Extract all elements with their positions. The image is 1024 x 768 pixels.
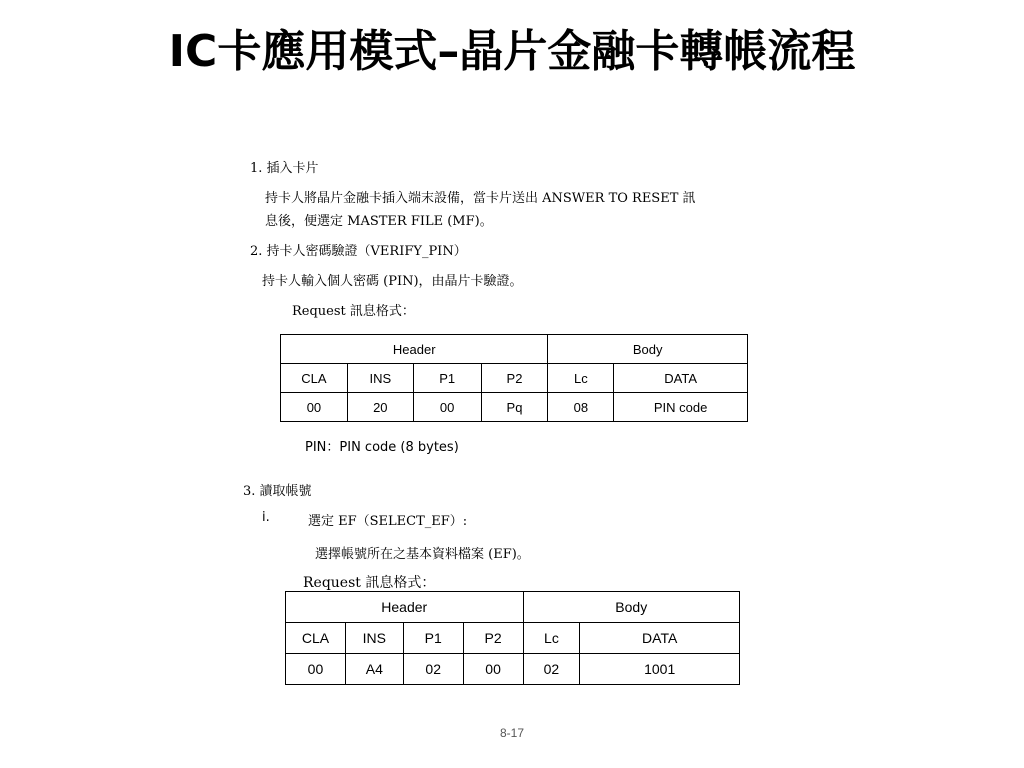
value-lc: 08 [548, 393, 614, 422]
column-header-p1: P1 [413, 364, 481, 393]
column-header-ins: INS [347, 364, 413, 393]
value-p2: Pq [481, 393, 548, 422]
section-3-text-line-1: 選擇帳號所在之基本資料檔案 (EF)。 [315, 547, 530, 562]
section-3-heading: 3. 讀取帳號 [243, 484, 312, 499]
value-cla: 00 [286, 654, 346, 685]
section-2-request-label: Request 訊息格式： [292, 304, 415, 319]
table-row [281, 335, 748, 364]
page-number: 8-17 [499, 726, 525, 740]
table-row [286, 654, 740, 685]
select-ef-request-table [285, 591, 740, 685]
section-1-text-line-1: 持卡人將晶片金融卡插入端末設備，當卡片送出 ANSWER TO RESET 訊 [265, 191, 696, 206]
value-cla: 00 [281, 393, 348, 422]
section-3-sub-marker: i. [262, 510, 270, 525]
body-group-cell: Body [548, 335, 748, 364]
section-2-text-line-1: 持卡人輸入個人密碼 (PIN)，由晶片卡驗證。 [262, 274, 523, 289]
header-group-cell: Header [281, 335, 548, 364]
body-group-cell: Body [523, 592, 740, 623]
value-p1: 02 [403, 654, 463, 685]
section-1-text-line-2: 息後，便選定 MASTER FILE (MF)。 [265, 214, 493, 229]
verify-pin-request-table [280, 334, 748, 422]
column-header-p2: P2 [463, 623, 523, 654]
column-header-p2: P2 [481, 364, 548, 393]
column-header-cla: CLA [286, 623, 346, 654]
column-header-lc: Lc [548, 364, 614, 393]
section-2-heading: 2. 持卡人密碼驗證（VERIFY_PIN） [250, 244, 467, 259]
value-p1: 00 [413, 393, 481, 422]
value-ins: A4 [345, 654, 403, 685]
value-lc: 02 [523, 654, 580, 685]
section-3-request-label: Request 訊息格式： [303, 575, 436, 591]
column-header-ins: INS [345, 623, 403, 654]
table-row [286, 592, 740, 623]
value-p2: 00 [463, 654, 523, 685]
table-row [281, 364, 748, 393]
column-header-cla: CLA [281, 364, 348, 393]
header-group-cell: Header [286, 592, 524, 623]
value-data: 1001 [580, 654, 740, 685]
column-header-data: DATA [580, 623, 740, 654]
column-header-lc: Lc [523, 623, 580, 654]
table-row [281, 393, 748, 422]
section-1-heading: 1. 插入卡片 [250, 161, 319, 176]
section-3-sub-title: 選定 EF（SELECT_EF）: [308, 514, 468, 529]
column-header-p1: P1 [403, 623, 463, 654]
value-ins: 20 [347, 393, 413, 422]
table-row [286, 623, 740, 654]
slide-title: IC卡應用模式–晶片金融卡轉帳流程 [168, 26, 856, 77]
value-data: PIN code [614, 393, 748, 422]
pin-note: PIN：PIN code (8 bytes) [305, 440, 459, 455]
column-header-data: DATA [614, 364, 748, 393]
